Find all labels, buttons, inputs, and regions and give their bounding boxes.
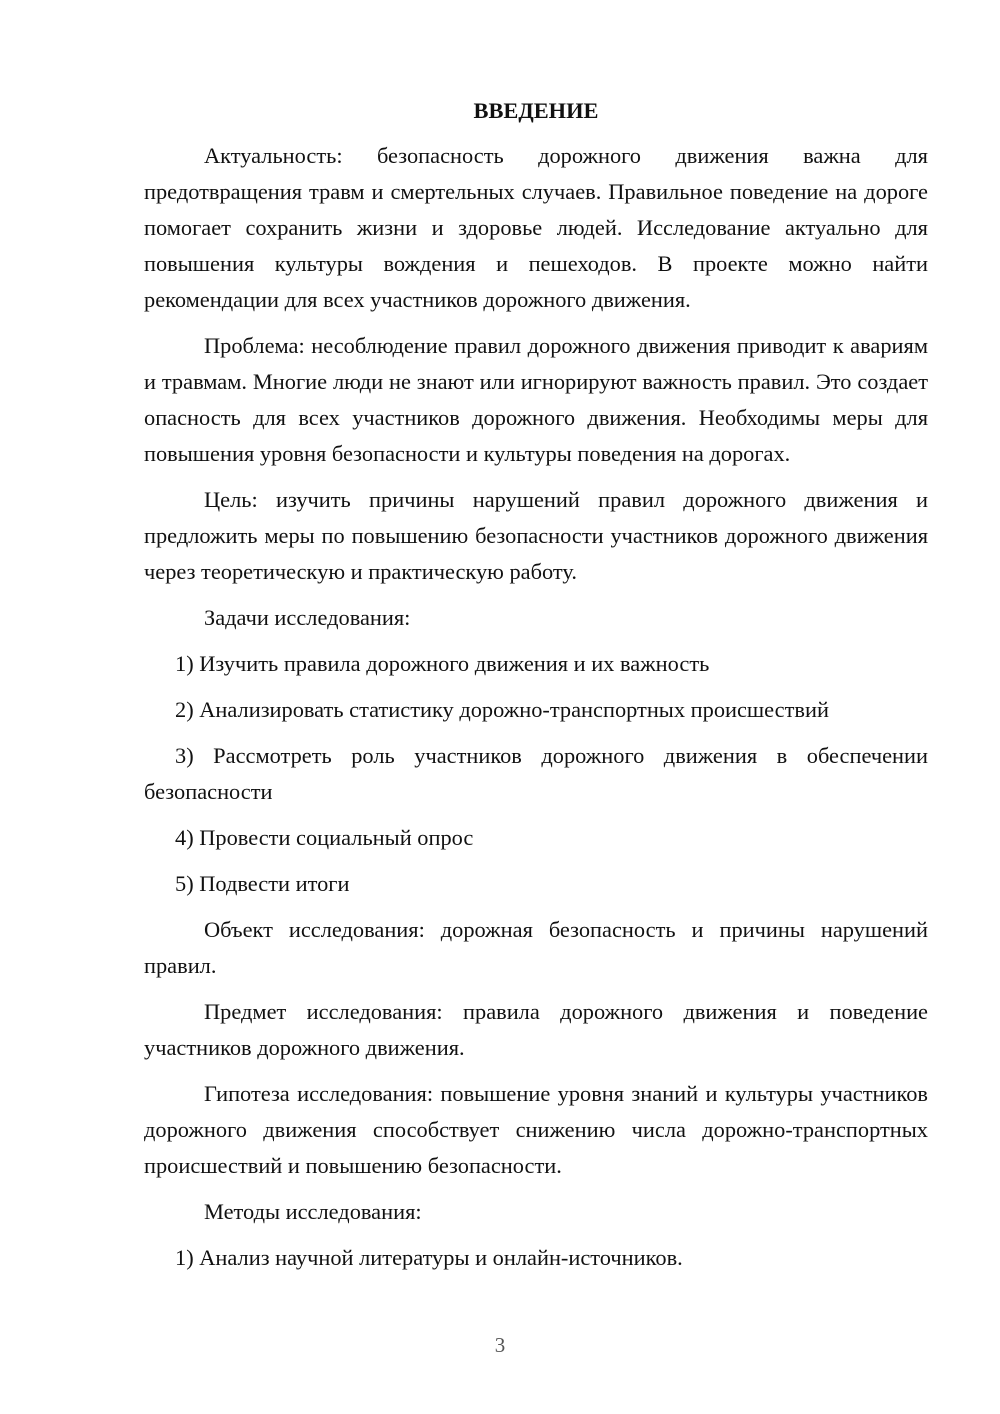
- page-content: [144, 94, 928, 1286]
- subject-paragraph: Предмет исследования: правила дорожного движения и поведение участников дорожного движения.: [144, 999, 928, 1060]
- task-item: 1) Изучить правила дорожного движения и их важность: [175, 651, 710, 676]
- page-number: 3: [494, 1333, 506, 1357]
- task-item: 4) Провести социальный опрос: [175, 825, 474, 850]
- problem-paragraph: Проблема: несоблюдение правил дорожного движения приводит к авариям и травмам. Многие люди не знают или игнорируют важность правил. Это создает опасность для всех участников дорожного движения. Необходимы меры для повышения уровня безопасности и культуры поведения на дорогах.: [144, 333, 928, 466]
- hypothesis-paragraph: Гипотеза исследования: повышение уровня знаний и культуры участников дорожного движения способствует снижению числа дорожно-транспортных происшествий и повышению безопасности.: [144, 1081, 928, 1178]
- task-item: 2) Анализировать статистику дорожно-транспортных происшествий: [175, 697, 829, 722]
- methods-heading: Методы исследования:: [204, 1199, 422, 1224]
- goal-paragraph: Цель: изучить причины нарушений правил дорожного движения и предложить меры по повышению безопасности участников дорожного движения через теоретическую и практическую работу.: [144, 487, 928, 584]
- task-item: 5) Подвести итоги: [175, 871, 350, 896]
- tasks-heading: Задачи исследования:: [204, 605, 411, 630]
- task-item: 3) Рассмотреть роль участников дорожного движения в обеспечении безопасности: [144, 743, 928, 804]
- method-item: 1) Анализ научной литературы и онлайн-источников.: [175, 1245, 683, 1270]
- relevance-paragraph: Актуальность: безопасность дорожного движения важна для предотвращения травм и смертельных случаев. Правильное поведение на дороге помогает сохранить жизни и здоровье людей. Исследование актуально для повышения культуры вождения и пешеходов. В проекте можно найти рекомендации для всех участников дорожного движения.: [144, 143, 928, 312]
- object-paragraph: Объект исследования: дорожная безопасность и причины нарушений правил.: [144, 917, 928, 978]
- page-title: ВВЕДЕНИЕ: [473, 98, 599, 123]
